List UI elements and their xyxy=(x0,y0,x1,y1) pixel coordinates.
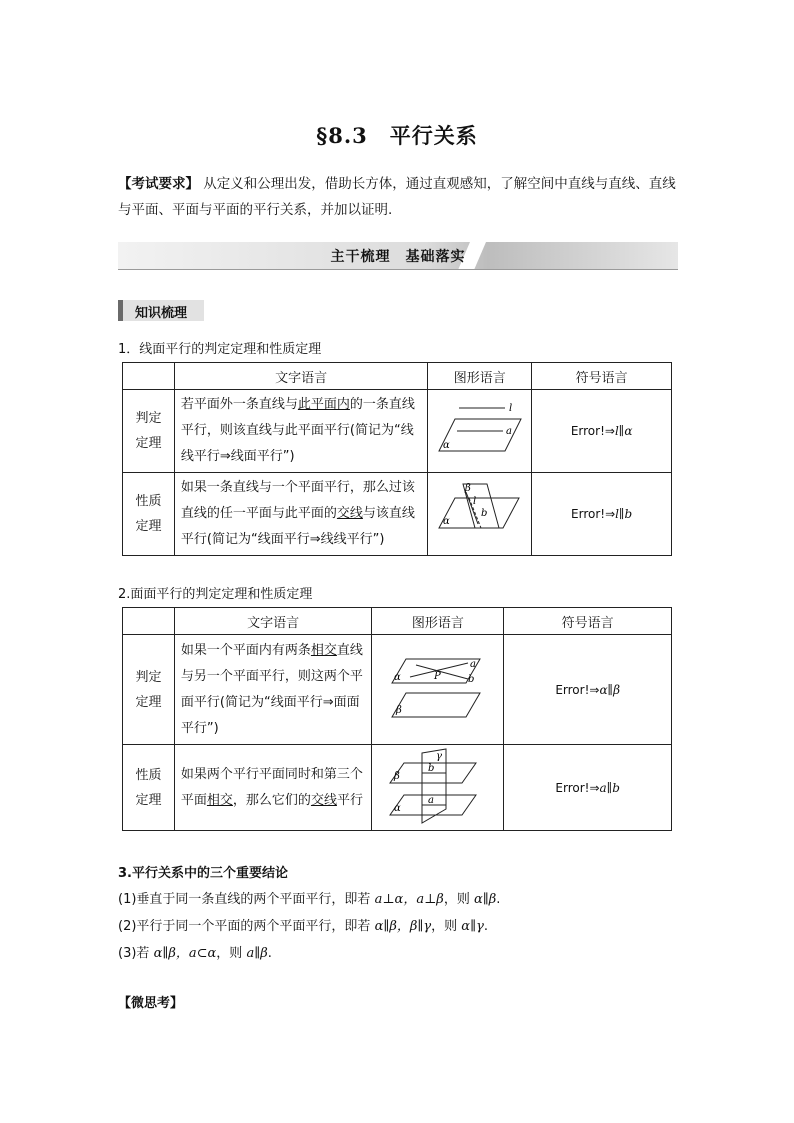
label-line-1: 性质 xyxy=(135,494,162,509)
symbol-prefix: Error!⇒ xyxy=(555,780,600,795)
fig-label: b xyxy=(427,762,435,774)
fig-label: l xyxy=(472,496,476,507)
row-label xyxy=(123,473,175,556)
text-underlined: 交线 xyxy=(310,792,337,808)
symbol-prefix: Error!⇒ xyxy=(571,507,616,521)
fig-label: b xyxy=(480,508,488,519)
conclusion-math: a⊥α，a⊥β xyxy=(374,892,444,907)
symbol-prefix: Error!⇒ xyxy=(570,424,615,438)
page-title: §8.3 平行关系 xyxy=(316,123,478,148)
fig-label: β xyxy=(395,704,402,716)
text-part: 如果一个平面内有两条 xyxy=(180,642,311,658)
line-plane-judgement-figure xyxy=(433,397,527,461)
table1-heading: 1．线面平行的判定定理和性质定理 xyxy=(118,342,322,357)
plane-plane-table xyxy=(122,607,672,831)
row-label xyxy=(123,635,175,745)
fig-label: a xyxy=(427,794,434,806)
fig-label: a xyxy=(505,426,512,437)
theorem-text xyxy=(174,473,427,556)
text-underlined: 此平面内 xyxy=(297,397,350,412)
text-part: 与该直线平行(简记为“线面平行⇒线线平行”) xyxy=(180,506,415,547)
symbol-math: l∥b xyxy=(615,507,633,521)
label-line-2: 定理 xyxy=(135,519,162,534)
theorem-text xyxy=(174,635,372,745)
fig-label: α xyxy=(442,516,450,527)
text-part: 直线与另一个平面平行，则这两个平面平行(简记为“线面平行⇒面面平行”) xyxy=(180,642,363,736)
text-part: 如果两个平行平面同时和第三个平面 xyxy=(180,766,363,808)
symbol-math: a∥b xyxy=(599,780,620,795)
theorem-text xyxy=(174,745,372,831)
header-text-lang: 文字语言 xyxy=(174,363,427,390)
conclusion-text: ，则 xyxy=(216,946,247,961)
label-line-2: 定理 xyxy=(135,436,162,451)
row-label xyxy=(123,390,175,473)
line-plane-table xyxy=(122,362,672,556)
fig-label: α xyxy=(393,671,401,683)
fig-label: β xyxy=(464,483,471,494)
fig-label: a xyxy=(469,658,476,670)
requirement-tag: 【考试要求】 xyxy=(118,176,199,192)
header-symbol-lang: 符号语言 xyxy=(532,363,672,390)
exam-requirement xyxy=(118,171,680,223)
header-figure-lang: 图形语言 xyxy=(372,608,504,635)
fig-label: γ xyxy=(435,750,442,762)
conclusion-math: α∥β，a⊂α xyxy=(153,946,217,961)
conclusion-text: (2)平行于同一个平面的两个平面平行，即若 xyxy=(118,919,375,934)
knowledge-label-text: 知识梳理 xyxy=(135,306,188,321)
fig-label: b xyxy=(467,673,475,685)
conclusion-text: . xyxy=(496,892,501,907)
figure-cell xyxy=(428,473,532,556)
conclusion-text: (3)若 xyxy=(118,946,154,961)
fig-label: β xyxy=(393,770,400,782)
conclusions-heading: 3.平行关系中的三个重要结论 xyxy=(118,866,288,881)
text-part: ，那么它们的 xyxy=(232,792,311,808)
conclusion-item xyxy=(118,915,488,934)
fig-label: α xyxy=(393,802,401,814)
conclusion-text: ，则 xyxy=(431,919,462,934)
label-line-2: 定理 xyxy=(135,694,162,710)
label-line-1: 性质 xyxy=(135,767,162,783)
header-corner xyxy=(123,363,175,390)
line-plane-property-figure xyxy=(433,480,527,544)
conclusion-text: . xyxy=(483,919,488,934)
fig-label: P xyxy=(433,670,441,682)
symbol-math: l∥α xyxy=(614,424,633,438)
conclusion-text: . xyxy=(267,946,272,961)
conclusion-text: ，则 xyxy=(443,892,474,907)
banner-title: 主干梳理 基础落实 xyxy=(330,249,466,265)
text-underlined: 交线 xyxy=(336,506,363,521)
symbol-math: α∥β xyxy=(599,682,621,697)
conclusion-text: (1)垂直于同一条直线的两个平面平行，即若 xyxy=(118,892,375,907)
text-part: 平行 xyxy=(336,792,363,808)
requirement-text: 从定义和公理出发，借助长方体，通过直观感知，了解空间中直线与直线、直线与平面、平面与平面的平行关系，并加以证明. xyxy=(118,176,676,218)
text-underlined: 相交 xyxy=(206,792,233,808)
text-underlined: 相交 xyxy=(310,642,337,658)
text-part: 的一条直线平行，则该直线与此平面平行(简记为“线线平行⇒线面平行”) xyxy=(180,397,415,464)
label-line-1: 判定 xyxy=(135,669,162,685)
knowledge-label xyxy=(118,300,204,321)
text-part: 若平面外一条直线与 xyxy=(180,397,298,412)
header-figure-lang: 图形语言 xyxy=(428,363,532,390)
symbol-prefix: Error!⇒ xyxy=(555,682,600,697)
symbol-cell xyxy=(504,635,672,745)
plane-plane-property-figure xyxy=(388,747,488,825)
header-corner xyxy=(123,608,175,635)
symbol-cell xyxy=(532,473,672,556)
symbol-cell xyxy=(504,745,672,831)
symbol-cell xyxy=(532,390,672,473)
think-tag: 【微思考】 xyxy=(118,996,184,1011)
plane-plane-judgement-figure xyxy=(388,653,488,723)
table2-heading: 2.面面平行的判定定理和性质定理 xyxy=(118,587,313,602)
figure-cell xyxy=(428,390,532,473)
figure-cell xyxy=(372,745,504,831)
conclusion-math: a∥β xyxy=(246,946,268,961)
theorem-text xyxy=(174,390,427,473)
section-banner xyxy=(118,242,678,270)
figure-cell xyxy=(372,635,504,745)
header-symbol-lang: 符号语言 xyxy=(504,608,672,635)
label-line-1: 判定 xyxy=(135,411,162,426)
conclusion-math: α∥γ xyxy=(461,919,484,934)
conclusion-math: α∥β xyxy=(473,892,497,907)
header-text-lang: 文字语言 xyxy=(174,608,372,635)
text-part: 如果一条直线与一个平面平行，那么过该直线的任一平面与此平面的 xyxy=(180,480,415,521)
conclusion-item xyxy=(118,888,500,907)
fig-label: α xyxy=(442,440,450,451)
label-bar xyxy=(118,300,123,321)
conclusion-item xyxy=(118,942,272,961)
row-label xyxy=(123,745,175,831)
fig-label: l xyxy=(508,403,512,414)
conclusion-math: α∥β，β∥γ xyxy=(374,919,432,934)
label-line-2: 定理 xyxy=(135,792,162,808)
